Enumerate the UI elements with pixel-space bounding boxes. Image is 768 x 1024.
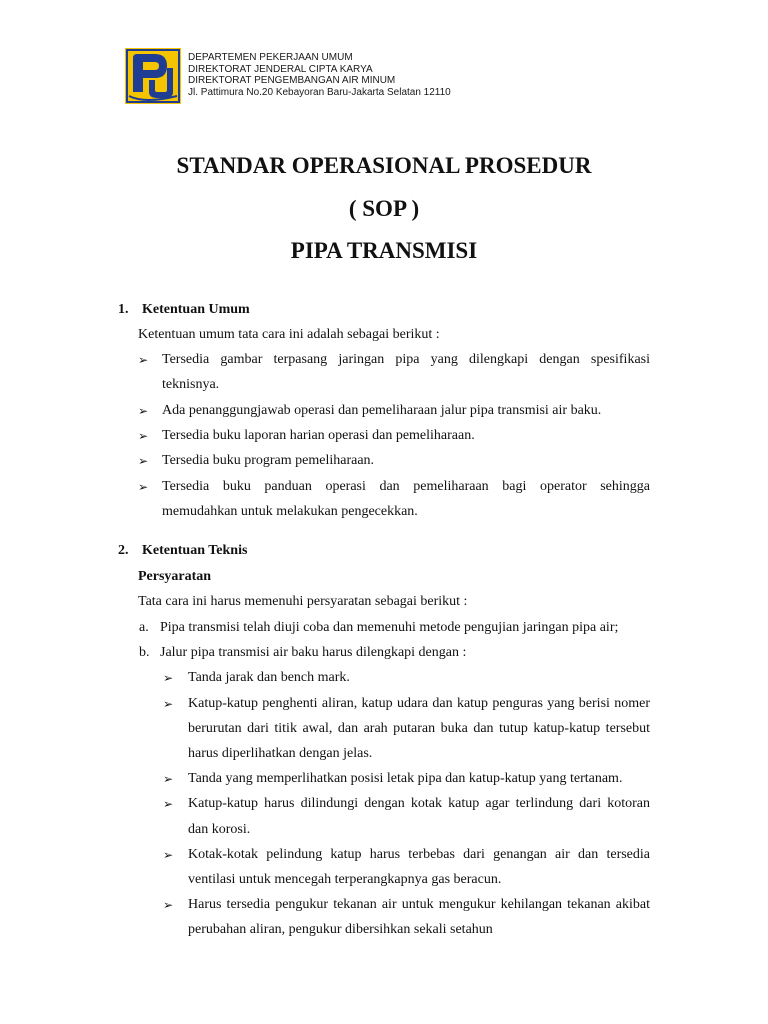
s1-bullet-1-line-1: Tersedia gambar terpasang jaringan pipa yang dilengkapi dengan spesifikasi [162,352,650,367]
s2-bullet-2-line-1: Katup-katup penghenti aliran, katup udara dan katup penguras yang berisi nomer [188,696,650,711]
section1-intro: Ketentuan umum tata cara ini adalah sebagai berikut : [138,327,440,342]
s1-bullet-5-line-1: Tersedia buku panduan operasi dan pemeliharaan bagi operator sehingga [162,479,650,494]
doc-title-line1: STANDAR OPERASIONAL PROSEDUR [176,153,592,178]
section1-heading: Ketentuan Umum [142,302,250,317]
org-line-1: DEPARTEMEN PEKERJAAN UMUM [188,52,353,63]
section2-number: 2. [118,543,129,558]
s2-bullet-5-line-2: ventilasi untuk mencegah terperangkapnya gas beracun. [188,872,502,887]
arrowhead-bullet-icon: ➢ [163,671,174,685]
arrowhead-bullet-icon: ➢ [138,353,149,367]
s2-bullet-4-line-1: Katup-katup harus dilindungi dengan kotak katup agar terlindung dari kotoran [188,796,650,811]
pu-logo-icon [125,48,181,104]
section2-heading: Ketentuan Teknis [142,543,248,558]
s2-bullet-2-line-3: harus diperlihatkan dengan jelas. [188,746,373,761]
arrowhead-bullet-icon: ➢ [163,697,174,711]
s1-bullet-4: Tersedia buku program pemeliharaan. [162,453,375,468]
arrowhead-bullet-icon: ➢ [138,429,149,443]
arrowhead-bullet-icon: ➢ [163,898,174,912]
s2-bullet-6-line-2: perubahan aliran, pengukur dibersihkan sekali setahun [188,922,493,937]
item-b-text: Jalur pipa transmisi air baku harus dilengkapi dengan : [160,645,467,660]
letterhead-text [188,52,451,98]
org-line-2: DIREKTORAT JENDERAL CIPTA KARYA [188,63,373,75]
arrowhead-bullet-icon: ➢ [138,480,149,494]
s2-bullet-2-line-2: berurutan dari titik awal, dan arah putaran buka dan tutup katup-katup tersebut [188,721,650,736]
doc-title-line2: ( SOP ) [348,196,420,221]
section2-intro: Tata cara ini harus memenuhi persyaratan sebagai berikut : [138,594,468,609]
s2-bullet-5-line-1: Kotak-kotak pelindung katup harus terbebas dari genangan air dan tersedia [188,847,650,862]
s2-bullet-4-line-2: dan korosi. [188,822,251,837]
section1-number: 1. [118,302,129,317]
s2-bullet-6-line-1: Harus tersedia pengukur tekanan air untuk mengukur kehilangan tekanan akibat [188,897,650,912]
org-line-3: DIREKTORAT PENGEMBANGAN AIR MINUM [188,75,396,86]
arrowhead-bullet-icon: ➢ [138,454,149,468]
item-a-text: Pipa transmisi telah diuji coba dan memenuhi metode pengujian jaringan pipa air; [160,620,619,635]
doc-title-line3: PIPA TRANSMISI [290,238,478,263]
s2-bullet-3: Tanda yang memperlihatkan posisi letak pipa dan katup-katup yang tertanam. [188,771,623,786]
org-address: Jl. Pattimura No.20 Kebayoran Baru-Jakarta Selatan 12110 [188,86,451,98]
item-a-label: a. [139,620,149,635]
arrowhead-bullet-icon: ➢ [138,404,149,418]
item-b-label: b. [139,645,150,660]
arrowhead-bullet-icon: ➢ [163,772,174,786]
s1-bullet-3: Tersedia buku laporan harian operasi dan pemeliharaan. [162,428,475,443]
s1-bullet-5-line-2: memudahkan untuk melakukan pengecekkan. [162,504,418,519]
arrowhead-bullet-icon: ➢ [163,797,174,811]
section2-subheading: Persyaratan [138,569,212,584]
arrowhead-bullet-icon: ➢ [163,848,174,862]
s1-bullet-2: Ada penanggungjawab operasi dan pemeliharaan jalur pipa transmisi air baku. [162,403,602,418]
s1-bullet-1-line-2: teknisnya. [162,377,220,392]
s2-bullet-1: Tanda jarak dan bench mark. [188,670,350,685]
